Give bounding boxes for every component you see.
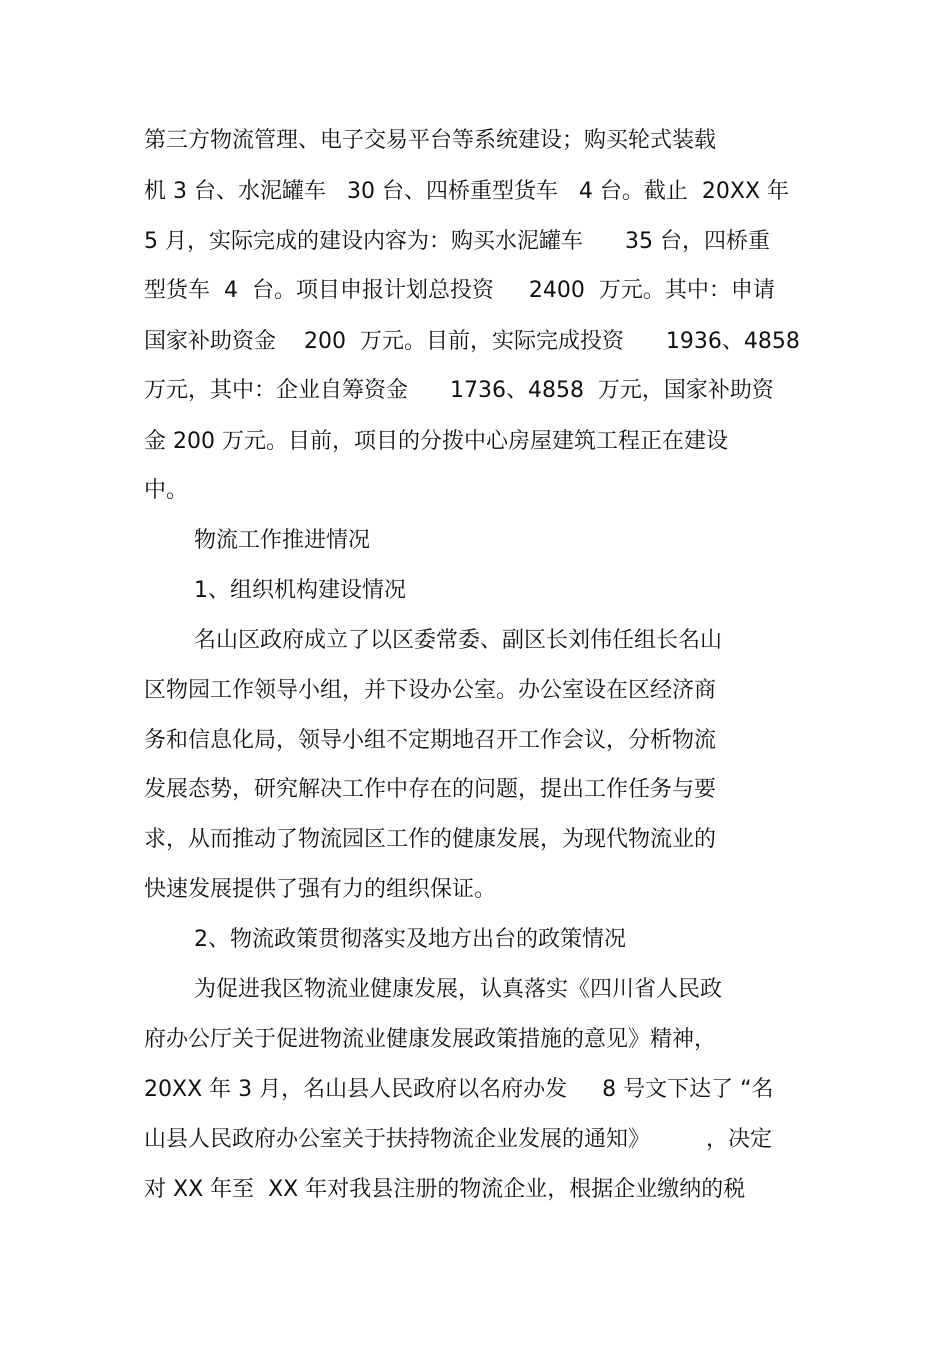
paragraph-1-line-1: 名山区政府成立了以区委常委、副区长刘伟任组长名山 xyxy=(194,628,723,653)
text-line-3: 5 月，实际完成的建设内容为：购买水泥罐车 35 台，四桥重 xyxy=(144,229,770,254)
paragraph-1-line-2: 区物园工作领导小组，并下设办公室。办公室设在区经济商 xyxy=(144,678,717,703)
subheading-2: 2、物流政策贯彻落实及地方出台的政策情况 xyxy=(194,927,626,952)
paragraph-1-line-6: 快速发展提供了强有力的组织保证。 xyxy=(144,877,497,902)
paragraph-2-line-2: 府办公厅关于促进物流业健康发展政策措施的意见》精神， xyxy=(144,1027,717,1052)
paragraph-2-line-1: 为促进我区物流业健康发展，认真落实《四川省人民政 xyxy=(194,977,723,1002)
text-line-5: 国家补助资金 200 万元。目前，实际完成投资 1936、4858 xyxy=(144,329,800,354)
paragraph-2-line-5: 对 XX 年至 XX 年对我县注册的物流企业，根据企业缴纳的税 xyxy=(144,1177,746,1202)
paragraph-2-line-3: 20XX 年 3 月，名山县人民政府以名府办发 8 号文下达了 “名 xyxy=(144,1077,774,1102)
paragraph-1-line-5: 求，从而推动了物流园区工作的健康发展，为现代物流业的 xyxy=(144,827,717,852)
text-line-4: 型货车 4 台。项目申报计划总投资 2400 万元。其中：申请 xyxy=(144,278,775,303)
text-line-7: 金 200 万元。目前，项目的分拨中心房屋建筑工程正在建设 xyxy=(144,429,728,454)
text-line-2: 机 3 台、水泥罐车 30 台、四桥重型货车 4 台。截止 20XX 年 xyxy=(144,179,790,204)
text-line-8: 中。 xyxy=(144,478,189,503)
paragraph-2-line-4: 山县人民政府办公室关于扶持物流企业发展的通知》 ，决定 xyxy=(144,1127,772,1152)
text-line-1: 第三方物流管理、电子交易平台等系统建设；购买轮式装载 xyxy=(144,128,717,153)
paragraph-1-line-4: 发展态势，研究解决工作中存在的问题，提出工作任务与要 xyxy=(144,777,717,802)
subheading-1: 1、组织机构建设情况 xyxy=(194,578,406,603)
section-heading: 物流工作推进情况 xyxy=(194,528,371,553)
text-line-6: 万元，其中：企业自筹资金 1736、4858 万元，国家补助资 xyxy=(144,378,774,403)
paragraph-1-line-3: 务和信息化局，领导小组不定期地召开工作会议，分析物流 xyxy=(144,728,717,753)
